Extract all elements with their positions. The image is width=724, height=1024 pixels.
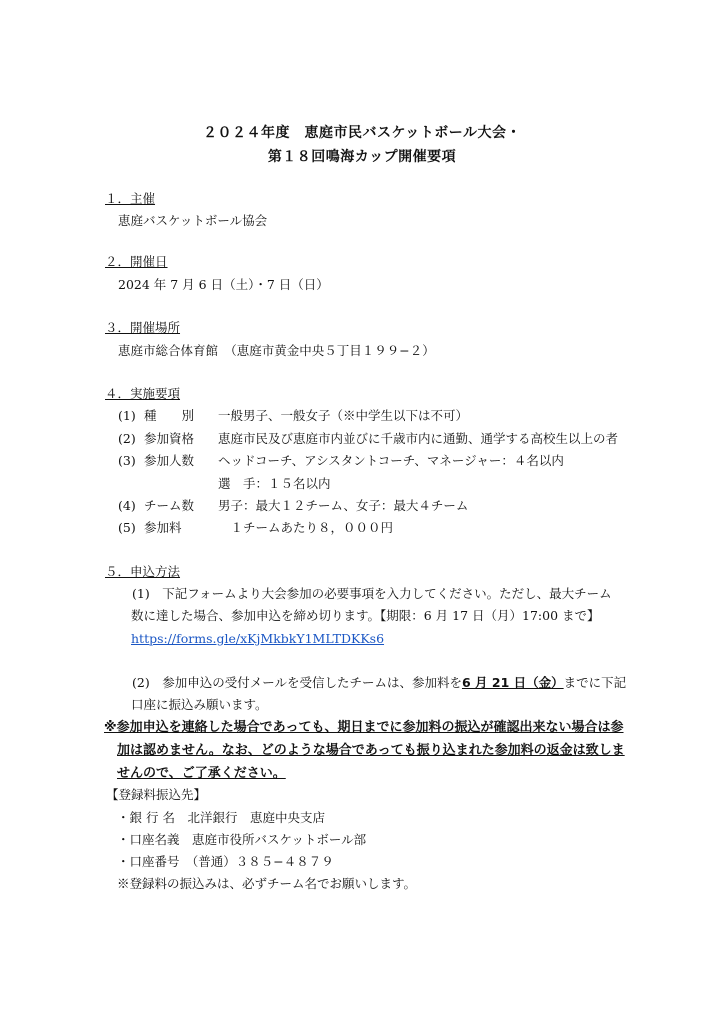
bank-heading: 【登録料振込先】 bbox=[106, 787, 207, 802]
section-3-heading: ３．開催場所 bbox=[105, 320, 181, 335]
item-value: 恵庭市民及び恵庭市内並びに千歳市内に通勤、通学する高校生以上の者 bbox=[217, 431, 618, 446]
bank-row: ・銀 行 名 北洋銀行 恵庭中央支店 bbox=[117, 810, 325, 825]
item-number: (3) bbox=[118, 453, 136, 468]
apply-paragraph-2-text-b: までに下記 bbox=[563, 675, 627, 690]
apply-paragraph-2-line-1 bbox=[132, 674, 626, 692]
apply-paragraph-1-line-2: 数に達した場合、参加申込を締め切ります。【期限：6 月 17 日（月）17:00 まで】 bbox=[131, 608, 600, 623]
section-2-heading: ２．開催日 bbox=[105, 254, 168, 269]
section-4-item bbox=[118, 475, 330, 493]
section-3-body: 恵庭市総合体育館 （恵庭市黄金中央５丁目１９９−２） bbox=[118, 343, 435, 358]
warning-line-3: せんので、ご了承ください。 bbox=[117, 766, 286, 781]
item-number: (4) bbox=[118, 498, 136, 513]
item-label: 参加資格 bbox=[143, 431, 194, 446]
section-1-body: 恵庭バスケットボール協会 bbox=[118, 213, 268, 228]
item-label: 参加人数 bbox=[143, 453, 194, 468]
item-value: 選 手：１５名以内 bbox=[217, 476, 331, 491]
item-value: １チームあたり８，０００円 bbox=[217, 520, 393, 535]
bank-row: ・口座番号 （普通）３８５−４８７９ bbox=[117, 854, 334, 869]
section-4-item bbox=[118, 497, 468, 515]
apply-paragraph-1-line-1: (1) 下記フォームより大会参加の必要事項を入力してください。ただし、最大チーム bbox=[132, 586, 612, 601]
item-label: チーム数 bbox=[143, 498, 194, 513]
section-5-heading: ５．申込方法 bbox=[105, 564, 181, 579]
item-value: 男子：最大１２チーム、女子：最大４チーム bbox=[217, 498, 469, 513]
section-4-heading: ４．実施要項 bbox=[105, 386, 181, 401]
bank-note: ※登録料の振込みは、必ずチーム名でお願いします。 bbox=[117, 876, 417, 891]
item-number: (2) bbox=[118, 431, 136, 446]
payment-deadline: 6 月 21 日（金） bbox=[461, 675, 564, 690]
section-4-item bbox=[118, 430, 618, 448]
bank-row: ・口座名義 恵庭市役所バスケットボール部 bbox=[117, 832, 367, 847]
item-number: (5) bbox=[118, 520, 136, 535]
apply-paragraph-2-text-a: (2) 参加申込の受付メールを受信したチームは、参加料を bbox=[132, 675, 462, 690]
item-label: 参加料 bbox=[143, 520, 182, 535]
section-1-heading: １．主催 bbox=[105, 191, 156, 206]
section-4-item bbox=[118, 452, 564, 470]
apply-form-url[interactable]: https://forms.gle/xKjMkbkY1MLTDKKs6 bbox=[131, 631, 385, 646]
section-4-item bbox=[118, 519, 393, 537]
warning-line-1: ※参加申込を連絡した場合であっても、期日までに参加料の振込が確認出来ない場合は参 bbox=[104, 720, 624, 735]
apply-form-link[interactable] bbox=[131, 630, 384, 648]
section-2-body: 2024 年 7 月 6 日（土）・7 日（日） bbox=[118, 277, 329, 292]
title-line-2: 第１８回鳴海カップ開催要項 bbox=[267, 149, 457, 165]
item-value: 一般男子、一般女子（※中学生以下は不可） bbox=[217, 408, 468, 423]
item-label: 種 別 bbox=[143, 408, 194, 423]
warning-line-2: 加は認めません。なお、どのような場合であっても振り込まれた参加料の返金は致しま bbox=[117, 743, 625, 758]
apply-paragraph-2-line-2: 口座に振込み願います。 bbox=[131, 697, 268, 712]
section-4-item bbox=[118, 407, 468, 425]
item-number: (1) bbox=[118, 408, 136, 423]
item-value: ヘッドコーチ、アシスタントコーチ、マネージャー：４名以内 bbox=[217, 453, 564, 468]
title-line-1: ２０２４年度 恵庭市民バスケットボール大会・ bbox=[202, 125, 522, 141]
